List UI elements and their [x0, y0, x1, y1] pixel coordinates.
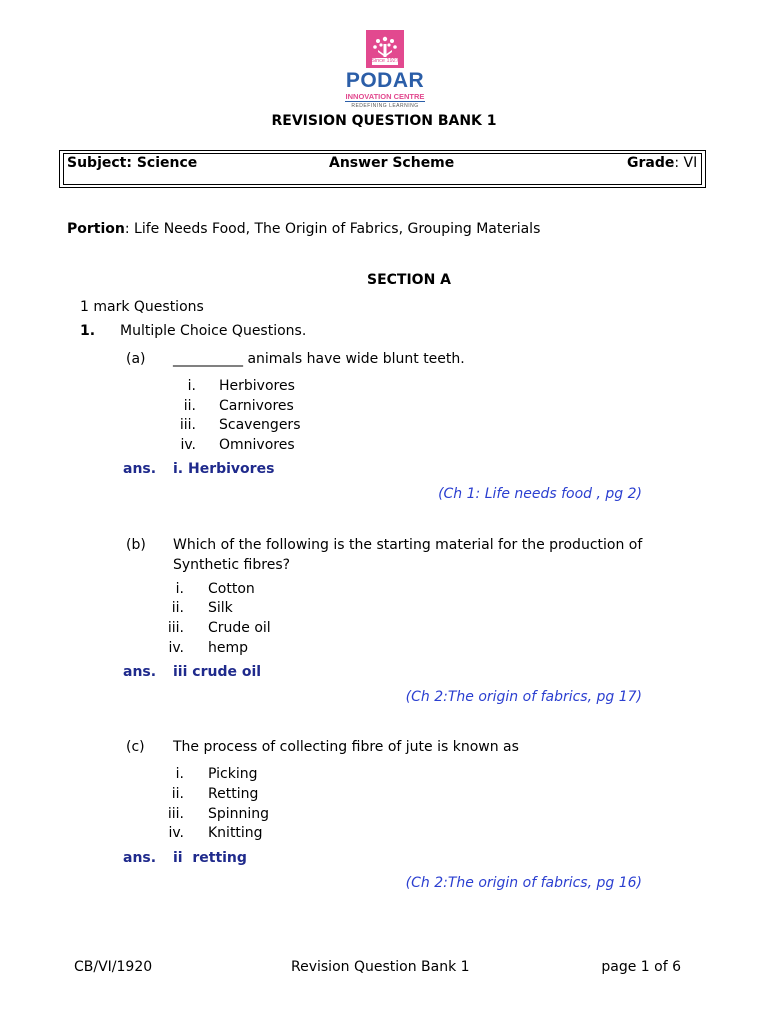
question-text: Multiple Choice Questions.: [120, 323, 307, 339]
subquestion-label: (a): [126, 351, 146, 367]
logo-divider: [345, 101, 425, 102]
option-text: Herbivores: [219, 378, 295, 394]
answer-label: ans.: [123, 461, 157, 477]
scheme-label: Answer Scheme: [329, 155, 455, 171]
option-number: ii.: [171, 786, 184, 802]
option-text: Scavengers: [219, 417, 301, 433]
page-title: REVISION QUESTION BANK 1: [271, 113, 497, 129]
answer-label: ans.: [123, 850, 157, 866]
subquestion-text: __________ animals have wide blunt teeth.: [173, 351, 465, 367]
grade-field: [627, 154, 697, 172]
answer-text: ii retting: [173, 850, 247, 866]
option-number: iii.: [167, 806, 184, 822]
option-number: iv.: [180, 437, 196, 453]
option-text: Crude oil: [208, 620, 271, 636]
answer-label: ans.: [123, 664, 157, 680]
option-number: i.: [187, 378, 196, 394]
grade-value: : VI: [674, 155, 698, 171]
subquestion-text: The process of collecting fibre of jute is known as: [173, 739, 519, 755]
option-text: Carnivores: [219, 398, 294, 414]
option-number: ii.: [171, 600, 184, 616]
option-number: iv.: [168, 640, 184, 656]
marks-note: 1 mark Questions: [80, 299, 204, 315]
section-title: SECTION A: [367, 272, 452, 288]
option-text: Silk: [208, 600, 233, 616]
option-number: iv.: [168, 825, 184, 841]
answer-text: i. Herbivores: [173, 461, 275, 477]
option-text: Knitting: [208, 825, 263, 841]
option-number: ii.: [183, 398, 196, 414]
footer-code: CB/VI/1920: [74, 959, 153, 975]
logo-tagline: REDEFINING LEARNING: [351, 103, 419, 109]
portion-text: : Life Needs Food, The Origin of Fabrics, Grouping Materials: [124, 221, 541, 237]
option-number: i.: [175, 581, 184, 597]
chapter-reference: (Ch 2:The origin of fabrics, pg 16): [405, 875, 642, 891]
subquestion-label: (c): [126, 739, 145, 755]
option-text: Retting: [208, 786, 259, 802]
subject-label: Subject: Science: [67, 155, 198, 171]
footer-title: Revision Question Bank 1: [291, 959, 470, 975]
logo-subtitle: INNOVATION CENTRE: [345, 92, 425, 101]
chapter-reference: (Ch 2:The origin of fabrics, pg 17): [405, 689, 642, 705]
option-text: Cotton: [208, 581, 255, 597]
option-number: iii.: [167, 620, 184, 636]
portion-label: Portion: [67, 221, 125, 237]
subquestion-label: (b): [126, 537, 146, 553]
option-number: iii.: [179, 417, 196, 433]
option-text: Picking: [208, 766, 258, 782]
question-number: 1.: [80, 323, 96, 339]
answer-text: iii crude oil: [173, 664, 262, 680]
logo-brand: PODAR: [345, 69, 425, 92]
subquestion-text: Which of the following is the starting material for the production of: [173, 537, 643, 553]
footer-page-number: page 1 of 6: [601, 959, 681, 975]
subquestion-text-line2: Synthetic fibres?: [173, 557, 291, 573]
option-text: hemp: [208, 640, 249, 656]
option-text: Omnivores: [219, 437, 295, 453]
portion-line: [67, 220, 540, 238]
chapter-reference: (Ch 1: Life needs food , pg 2): [438, 486, 642, 502]
option-text: Spinning: [208, 806, 270, 822]
option-number: i.: [175, 766, 184, 782]
grade-label: Grade: [627, 155, 675, 171]
logo-badge-text: Since 1927: [371, 58, 399, 64]
